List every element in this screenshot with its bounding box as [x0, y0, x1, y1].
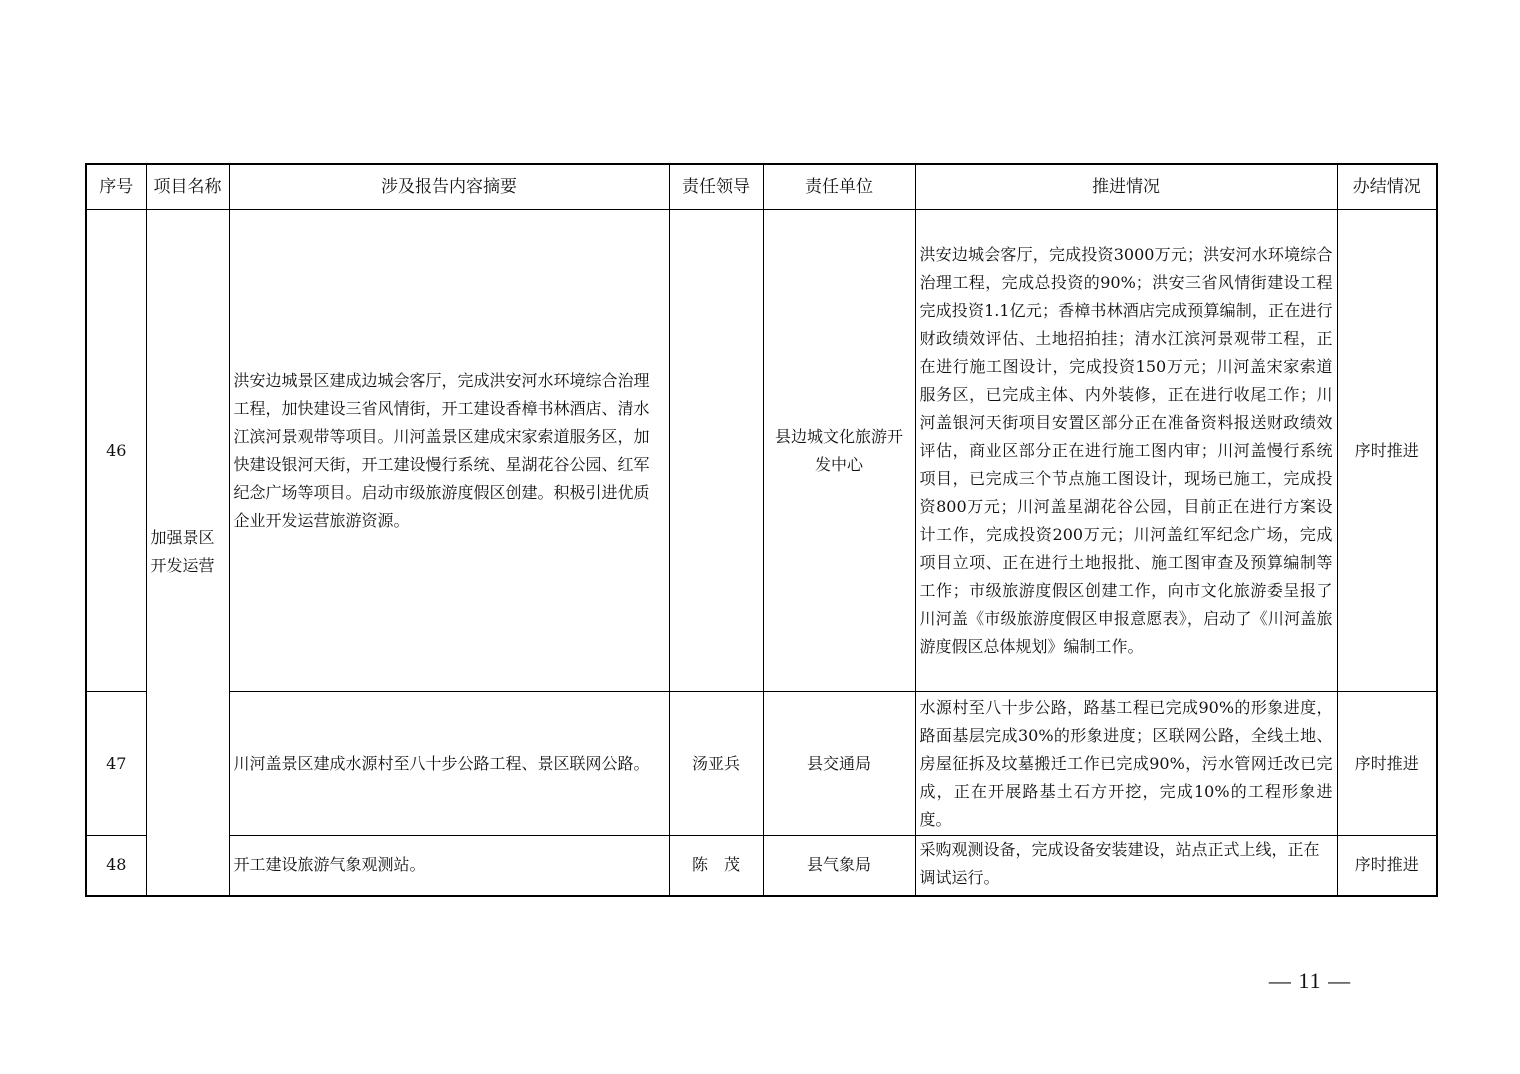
progress-table: [85, 163, 1438, 897]
page-number: — 11 —: [1268, 968, 1352, 993]
table-row: [86, 836, 1437, 896]
row-status: 序时推进: [1337, 210, 1437, 692]
row-summary: 洪安边城景区建成边城会客厅，完成洪安河水环境综合治理工程，加快建设三省风情街，开工建设香樟书林酒店、清水江滨河景观带等项目。川河盖景区建成宋家索道服务区，加快建设银河天街，开工建设慢行系统、星湖花谷公园、红军纪念广场等项目。启动市级旅游度假区创建。积极引进优质企业开发运营旅游资源。: [229, 210, 669, 692]
row-unit: 县边城文化旅游开发中心: [763, 210, 915, 692]
row-seq: 47: [86, 692, 146, 836]
row-status: 序时推进: [1337, 836, 1437, 896]
header-unit: 责任单位: [763, 164, 915, 210]
row-status: 序时推进: [1337, 692, 1437, 836]
table-row: [86, 692, 1437, 836]
header-progress: 推进情况: [915, 164, 1337, 210]
row-leader: [669, 210, 763, 692]
row-progress: 水源村至八十步公路，路基工程已完成90%的形象进度，路面基层完成30%的形象进度；区联网公路，全线土地、房屋征拆及坟墓搬迁工作已完成90%，污水管网迁改已完成，正在开展路基土石方开挖，完成10%的工程形象进度。: [915, 692, 1337, 836]
row-unit: 县气象局: [763, 836, 915, 896]
table-row: [86, 210, 1437, 692]
row-progress: 洪安边城会客厅，完成投资3000万元；洪安河水环境综合治理工程，完成总投资的90%；洪安三省风情街建设工程完成投资1.1亿元；香樟书林酒店完成预算编制，正在进行财政绩效评估、土地招拍挂；清水江滨河景观带工程，正在进行施工图设计，完成投资150万元；川河盖宋家索道服务区，已完成主体、内外装修，正在进行收尾工作；川河盖银河天街项目安置区部分正在准备资料报送财政绩效评估，商业区部分正在进行施工图内审；川河盖慢行系统项目，已完成三个节点施工图设计，现场已施工，完成投资800万元；川河盖星湖花谷公园，目前正在进行方案设计工作，完成投资200万元；川河盖红军纪念广场，完成项目立项、正在进行土地报批、施工图审查及预算编制等工作；市级旅游度假区创建工作，向市文化旅游委呈报了川河盖《市级旅游度假区申报意愿表》，启动了《川河盖旅游度假区总体规划》编制工作。: [915, 210, 1337, 692]
row-leader: 陈 茂: [669, 836, 763, 896]
project-name-cell: 加强景区开发运营: [146, 210, 229, 896]
row-progress: 采购观测设备，完成设备安装建设，站点正式上线，正在调试运行。: [915, 836, 1337, 896]
row-leader: 汤亚兵: [669, 692, 763, 836]
header-seq: 序号: [86, 164, 146, 210]
table-header-row: [86, 164, 1437, 210]
header-summary: 涉及报告内容摘要: [229, 164, 669, 210]
header-project-name: 项目名称: [146, 164, 229, 210]
row-seq: 46: [86, 210, 146, 692]
row-seq: 48: [86, 836, 146, 896]
row-unit: 县交通局: [763, 692, 915, 836]
header-leader: 责任领导: [669, 164, 763, 210]
header-status: 办结情况: [1337, 164, 1437, 210]
row-summary: 川河盖景区建成水源村至八十步公路工程、景区联网公路。: [229, 692, 669, 836]
row-summary: 开工建设旅游气象观测站。: [229, 836, 669, 896]
